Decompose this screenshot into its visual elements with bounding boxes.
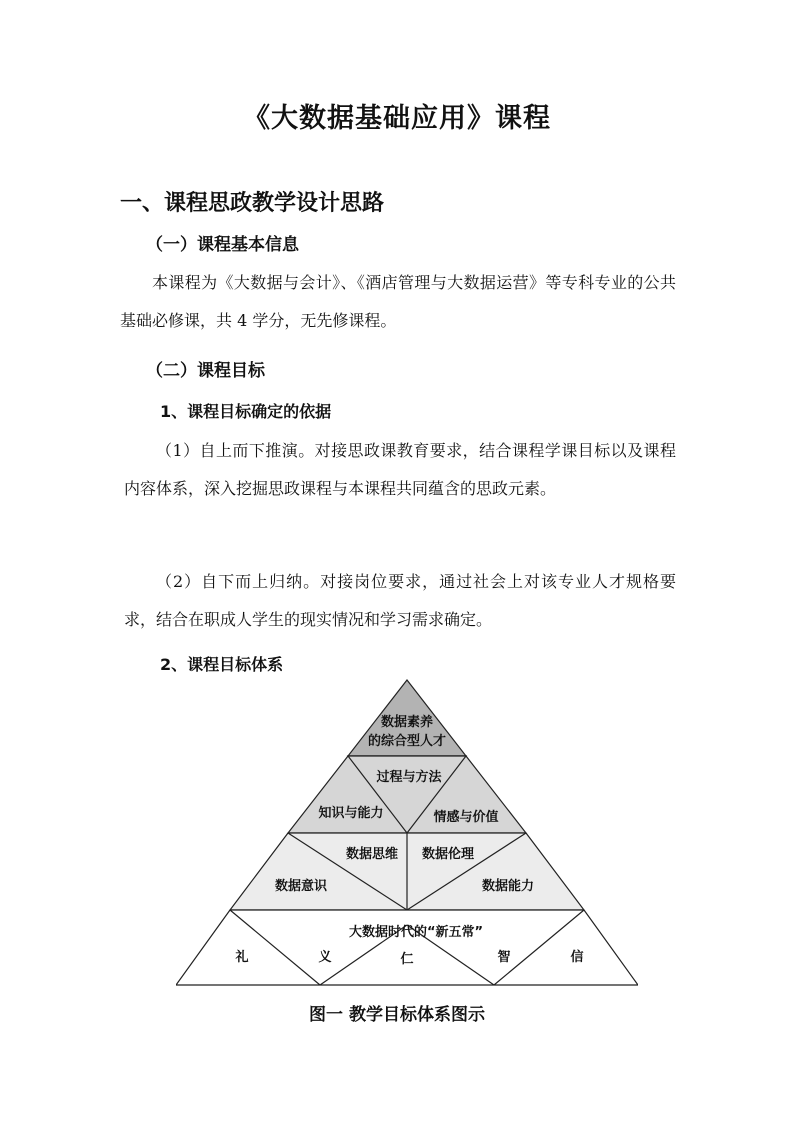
pyramid-base-tier (176, 910, 638, 985)
paragraph-bottom-up: （2）自下而上归纳。对接岗位要求，通过社会上对该专业人才规格要求，结合在职成人学生的现实情况和学习需求确定。 (124, 572, 676, 629)
goal-pyramid-diagram (176, 676, 638, 988)
pyramid-tier2-right-label: 情感与价值 (433, 810, 499, 825)
pyramid-base-virtue-ren: 仁 (400, 952, 414, 967)
paragraph-basic-info: 本课程为《大数据与会计》、《酒店管理与大数据运营》等专科专业的公共基础必修课，共 4 学分，无先修课程。 (120, 273, 676, 330)
pyramid-tier2-center-label: 过程与方法 (376, 770, 442, 785)
pyramid-base-virtue-xin: 信 (570, 950, 584, 965)
figure-caption: 图一 教学目标体系图示 (309, 1005, 485, 1025)
item-heading-goal-basis: 1、课程目标确定的依据 (160, 402, 332, 421)
pyramid-base-virtue-yi: 义 (318, 950, 332, 965)
pyramid-tier3-left-label: 数据意识 (274, 879, 328, 894)
subsection-heading-goals: （二）课程目标 (146, 361, 265, 381)
pyramid-base-virtue-li: 礼 (235, 950, 249, 965)
pyramid-base-title: 大数据时代的“新五常” (348, 925, 484, 940)
section-heading-1: 一、课程思政教学设计思路 (120, 191, 385, 216)
pyramid-base-virtue-zhi: 智 (497, 950, 511, 965)
paragraph-top-down: （1）自上而下推演。对接思政课教育要求，结合课程学课目标以及课程内容体系，深入挖掘思政课程与本课程共同蕴含的思政元素。 (124, 441, 676, 498)
pyramid-top-label-line2: 的综合型人才 (367, 734, 447, 749)
document-title: 《大数据基础应用》课程 (243, 103, 551, 134)
pyramid-tier3-center-left-label: 数据思维 (345, 847, 399, 862)
subsection-heading-basic-info: （一）课程基本信息 (146, 235, 299, 255)
pyramid-tier3-right-label: 数据能力 (481, 879, 535, 894)
item-heading-goal-system: 2、课程目标体系 (160, 655, 284, 674)
pyramid-tier3-center-right-label: 数据伦理 (421, 847, 475, 862)
pyramid-top-label-line1: 数据素养 (380, 715, 434, 730)
pyramid-tier2-left-label: 知识与能力 (318, 806, 384, 821)
